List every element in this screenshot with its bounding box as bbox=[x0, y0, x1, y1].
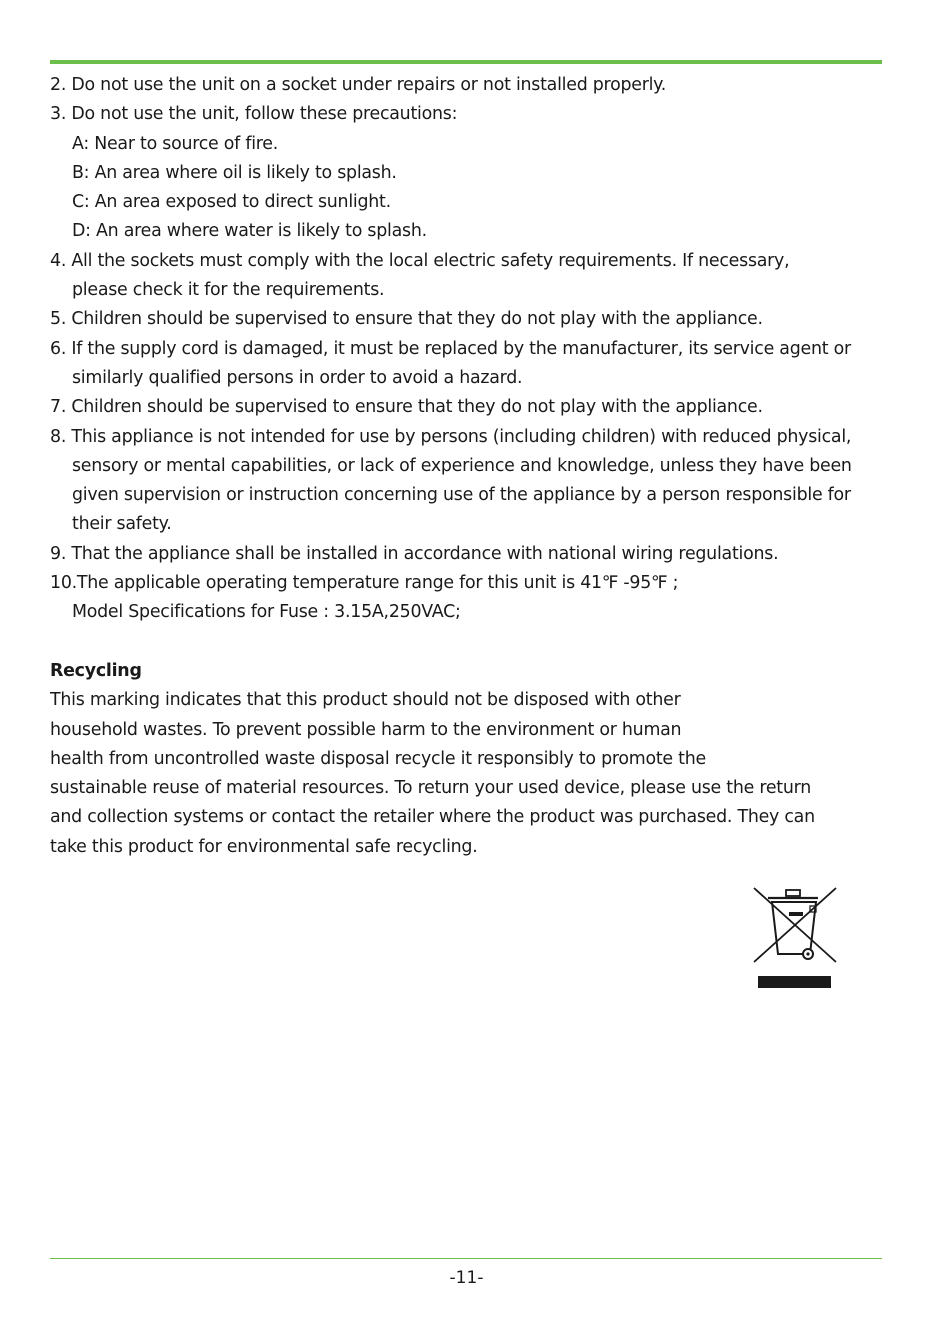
document-body bbox=[50, 71, 890, 862]
list-item-8: 8. This appliance is not intended for use by persons (including children) with reduced physical, bbox=[50, 426, 852, 447]
list-item-10: 10.The applicable operating temperature range for this unit is 41℉ -95℉ ; bbox=[50, 573, 679, 594]
top-divider bbox=[50, 60, 882, 64]
sub-item-c: C: An area exposed to direct sunlight. bbox=[72, 192, 391, 213]
list-item-6: 6. If the supply cord is damaged, it must be replaced by the manufacturer, its service agent or bbox=[50, 338, 851, 359]
list-item-5: 5. Children should be supervised to ensure that they do not play with the appliance. bbox=[50, 309, 763, 330]
list-item-6-continued: similarly qualified persons in order to avoid a hazard. bbox=[72, 367, 523, 388]
sub-item-d: D: An area where water is likely to splash. bbox=[72, 221, 427, 242]
list-item-9: 9. That the appliance shall be installed in accordance with national wiring regulations. bbox=[50, 543, 779, 564]
bottom-divider bbox=[50, 1258, 882, 1259]
recycling-text-line: and collection systems or contact the retailer where the product was purchased. They can bbox=[50, 807, 815, 828]
list-item-4: 4. All the sockets must comply with the local electric safety requirements. If necessary, bbox=[50, 250, 790, 271]
recycling-text-line: take this product for environmental safe recycling. bbox=[50, 836, 478, 857]
recycling-text-line: health from uncontrolled waste disposal recycle it responsibly to promote the bbox=[50, 748, 706, 769]
recycling-text-line: sustainable reuse of material resources. To return your used device, please use the return bbox=[50, 778, 812, 799]
recycling-heading: Recycling bbox=[50, 660, 142, 681]
list-item-3: 3. Do not use the unit, follow these precautions: bbox=[50, 104, 458, 125]
recycling-text-line: household wastes. To prevent possible harm to the environment or human bbox=[50, 719, 682, 740]
list-item-8-continued: given supervision or instruction concerning use of the appliance by a person responsible for bbox=[72, 485, 851, 506]
spacer bbox=[50, 628, 890, 657]
fuse-specification: Model Specifications for Fuse : 3.15A,250VAC; bbox=[72, 602, 461, 623]
recycling-text-line: This marking indicates that this product should not be disposed with other bbox=[50, 690, 681, 711]
list-item-2: 2. Do not use the unit on a socket under repairs or not installed properly. bbox=[50, 75, 667, 95]
list-item-8-continued: their safety. bbox=[72, 514, 172, 535]
sub-item-a: A: Near to source of fire. bbox=[72, 133, 279, 154]
list-item-8-continued: sensory or mental capabilities, or lack of experience and knowledge, unless they have been bbox=[72, 455, 852, 476]
list-item-4-continued: please check it for the requirements. bbox=[72, 280, 385, 301]
crossed-out-wheelie-bin-icon bbox=[748, 884, 842, 990]
page-number: -11- bbox=[449, 1268, 484, 1288]
list-item-7: 7. Children should be supervised to ensure that they do not play with the appliance. bbox=[50, 397, 763, 418]
sub-item-b: B: An area where oil is likely to splash. bbox=[72, 162, 397, 183]
